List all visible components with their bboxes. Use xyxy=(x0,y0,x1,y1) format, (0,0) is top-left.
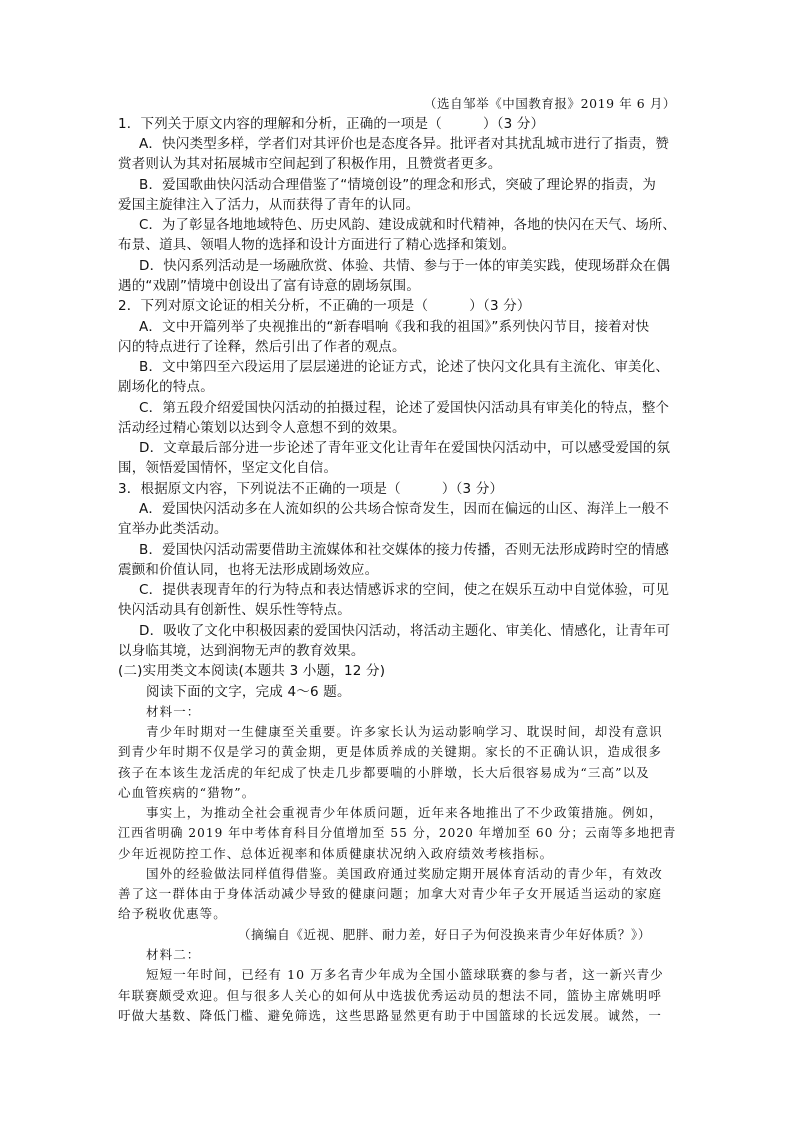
source-citation: （选自邹举《中国教育报》2019 年 6 月） xyxy=(424,96,676,111)
material-1-paragraph-line: 心血管疾病的“猎物”。 xyxy=(118,785,256,800)
material-2-paragraph-line: 短短一年时间，已经有 10 万多名青少年成为全国小篮球联赛的参与者，这一新兴青少 xyxy=(146,967,664,982)
q2-option-a-cont: 闪的特点进行了诠释，然后引出了作者的观点。 xyxy=(118,339,406,355)
section-2-heading: (二)实用类文本阅读(本题共 3 小题，12 分) xyxy=(118,663,386,679)
material-1-paragraph-line: 少年近视防控工作、总体近视率和体质健康状况纳入政府绩效考核指标。 xyxy=(118,846,554,861)
q2-option-b: B．文中第四至六段运用了层层递进的论证方式，论述了快闪文化具有主流化、审美化、 xyxy=(139,359,670,375)
q1-option-c: C．为了彰显各地地域特色、历史风韵、建设成就和时代精神，各地的快闪在天气、场所、 xyxy=(139,217,676,233)
q3-option-b: B．爱国快闪活动需要借助主流媒体和社交媒体的接力传播，否则无法形成跨时空的情感 xyxy=(139,542,670,558)
q3-option-c: C．提供表现青年的行为特点和表达情感诉求的空间，使之在娱乐互动中自觉体验，可见 xyxy=(139,582,670,598)
material-1-paragraph-line: 事实上，为推动全社会重视青少年体质问题，近年来各地推出了不少政策措施。例如， xyxy=(146,805,663,820)
material-1-source: （摘编自《近视、肥胖、耐力差，好日子为何没换来青少年好体质？》） xyxy=(238,927,651,942)
material-1-paragraph-line: 青少年时期对一生健康至关重要。许多家长认为运动影响学习、耽误时间，却没有意识 xyxy=(146,724,663,739)
q2-option-c-cont: 活动经过精心策划以达到令人意想不到的效果。 xyxy=(118,420,406,436)
section-2-instruction: 阅读下面的文字，完成 4～6 题。 xyxy=(146,684,351,700)
q2-option-d: D．文章最后部分进一步论述了青年亚文化让青年在爱国快闪活动中，可以感受爱国的氛 xyxy=(139,440,671,456)
material-2-paragraph-line: 吁做大基数、降低门槛、避免筛选，这些思路显然更有助于中国篮球的长远发展。诚然，一 xyxy=(118,1008,663,1023)
question-2-stem: 2．下列对原文论证的相关分析，不正确的一项是（ ）（3 分） xyxy=(118,298,531,314)
q3-option-d-cont: 以身临其境，达到润物无声的教育效果。 xyxy=(118,643,365,659)
q2-option-b-cont: 剧场化的特点。 xyxy=(118,379,214,395)
q1-option-a: A．快闪类型多样，学者们对其评价也是态度各异。批评者对其扰乱城市进行了指责，赞 xyxy=(139,136,670,152)
material-1-paragraph-line: 孩子在本该生龙活虎的年纪成了快走几步都要喘的小胖墩，长大后很容易成为“三高”以及 xyxy=(118,765,650,780)
q1-option-d-cont: 遇的“戏剧”情境中创设出了富有诗意的剧场氛围。 xyxy=(118,278,421,294)
question-3-stem: 3．根据原文内容，下列说法不正确的一项是（ ）（3 分） xyxy=(118,481,504,497)
material-2-paragraph-line: 年联赛颇受欢迎。但与很多人关心的如何从中选拔优秀运动员的想法不同，篮协主席姚明呼 xyxy=(118,988,663,1003)
material-1-paragraph-line: 国外的经验做法同样值得借鉴。美国政府通过奖励定期开展体育活动的青少年，有效改 xyxy=(146,866,663,881)
material-1-paragraph-line: 到青少年时期不仅是学习的黄金期，更是体质养成的关键期。家长的不正确认识，造成很多 xyxy=(118,744,663,759)
q1-option-d: D．快闪系列活动是一场融欣赏、体验、共情、参与于一体的审美实践，使现场群众在偶 xyxy=(139,258,671,274)
question-1-stem: 1．下列关于原文内容的理解和分析，正确的一项是（ ）（3 分） xyxy=(118,116,545,132)
q3-option-a: A．爱国快闪活动多在人流如织的公共场合惊奇发生，因而在偏远的山区、海洋上一般不 xyxy=(139,501,670,517)
q1-option-b-cont: 爱国主旋律注入了活力，从而获得了青年的认同。 xyxy=(118,197,420,213)
material-1-paragraph-line: 江西省明确 2019 年中考体育科目分值增加至 55 分，2020 年增加至 60 分；云南等多地把青 xyxy=(118,825,677,840)
material-1-label: 材料一： xyxy=(146,704,201,719)
q1-option-b: B．爱国歌曲快闪活动合理借鉴了“情境创设”的理念和形式，突破了理论界的指责，为 xyxy=(139,177,657,193)
q3-option-a-cont: 宜举办此类活动。 xyxy=(118,521,228,537)
q1-option-c-cont: 布景、道具、领唱人物的选择和设计方面进行了精心选择和策划。 xyxy=(118,237,516,253)
q3-option-b-cont: 震颤和价值认同，也将无法形成剧场效应。 xyxy=(118,562,379,578)
q3-option-c-cont: 快闪活动具有创新性、娱乐性等特点。 xyxy=(118,602,351,618)
q2-option-d-cont: 围，领悟爱国情怀，坚定文化自信。 xyxy=(118,460,338,476)
material-2-label: 材料二： xyxy=(146,947,201,962)
q2-option-c: C．第五段介绍爱国快闪活动的拍摄过程，论述了爱国快闪活动具有审美化的特点，整个 xyxy=(139,400,670,416)
q2-option-a: A．文中开篇列举了央视推出的“新春唱响《我和我的祖国》”系列快闪节目，接着对快 xyxy=(139,319,650,335)
material-1-paragraph-line: 善了这一群体由于身体活动减少导致的健康问题；加拿大对青少年子女开展适当运动的家庭 xyxy=(118,886,663,901)
material-1-paragraph-line: 给予税收优惠等。 xyxy=(118,906,227,921)
q3-option-d: D．吸收了文化中积极因素的爱国快闪活动，将活动主题化、审美化、情感化，让青年可 xyxy=(139,623,671,639)
q1-option-a-cont: 赏者则认为其对拓展城市空间起到了积极作用，且赞赏者更多。 xyxy=(118,156,502,172)
